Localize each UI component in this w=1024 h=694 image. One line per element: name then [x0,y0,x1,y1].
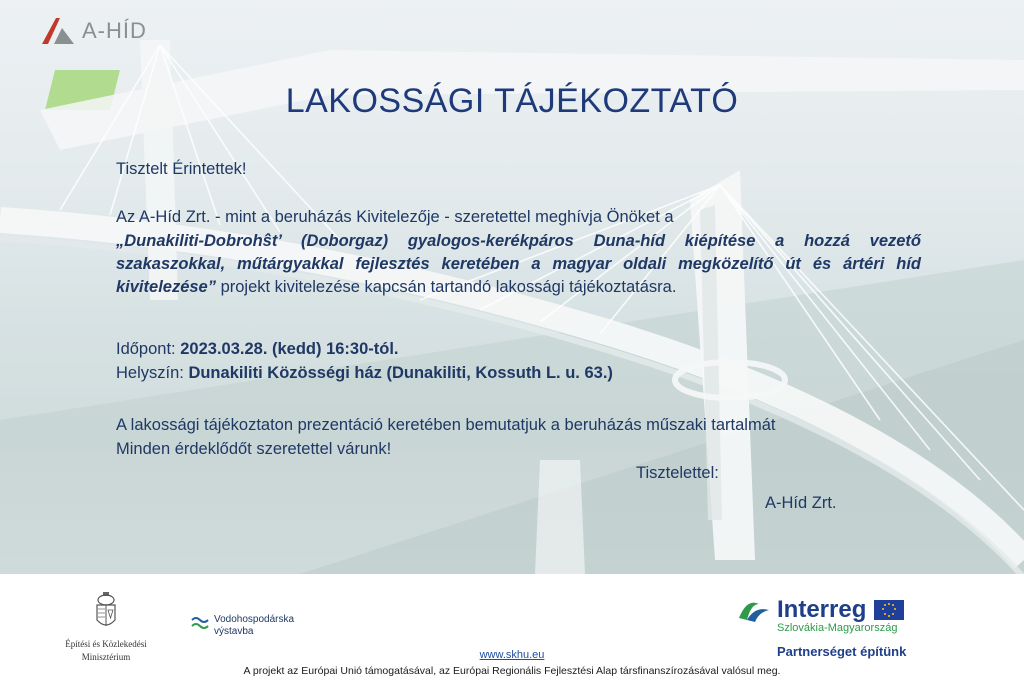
signature: A-Híd Zrt. [765,494,837,512]
page-title: LAKOSSÁGI TÁJÉKOZTATÓ [285,82,739,120]
logo-text: A-HÍD [82,18,147,43]
eu-disclaimer: A projekt az Európai Unió támogatásával, az Európai Regionális Fejlesztési Alap társfinanszírozásával valósul meg. [243,665,781,677]
eu-flag-icon [874,600,904,620]
website-link[interactable]: www.skhu.eu [479,649,545,661]
greeting: Tisztelt Érintettek! [116,160,247,178]
vodo-name-line2: výstavba [214,626,254,637]
body-line-1: A lakossági tájékoztaton prezentáció keretében bemutatjuk a beruházás műszaki tartalmát [116,416,776,434]
vodohospodarska-logo [190,614,294,638]
project-name: „Dunakiliti-Dobrohŝt’ (Doborgaz) gyalogos-kerékpáros Duna-híd kiépítése a hozzá vezető szakaszokkal, műtárgyakkal fejlesztés keretében a magyar oldali megközelítő út és ártéri híd kivitelezése” [116,232,921,296]
coat-of-arms-icon [94,592,118,632]
event-place [116,361,613,385]
time-label: Időpont: [116,340,181,358]
vodo-wave-icon [190,614,212,634]
company-logo [40,16,147,46]
ministry-name-line2: Minisztérium [81,652,131,662]
interreg-word: Interreg [777,596,867,623]
closing: Tisztelettel: [636,464,719,482]
event-time [116,337,399,361]
vodo-name-line1: Vodohospodárska [214,614,295,625]
ministry-name-line1: Építési és Közlekedési [65,639,147,649]
interreg-swoosh-icon [737,596,771,624]
body-line-2: Minden érdeklődőt szeretettel várunk! [116,440,392,458]
time-value: 2023.03.28. (kedd) 16:30-tól. [180,340,399,358]
place-label: Helyszín: [116,364,189,382]
project-suffix: projekt kivitelezése kapcsán tartandó lakossági tájékoztatásra. [215,278,677,296]
a-hid-logo-icon [40,16,76,46]
interreg-tagline: Partnerséget építünk [777,644,907,659]
project-paragraph [116,230,921,299]
place-value: Dunakiliti Közösségi ház (Dunakiliti, Kossuth L. u. 63.) [188,364,613,382]
invitation-intro: Az A-Híd Zrt. - mint a beruházás Kivitelezője - szeretettel meghívja Önöket a [116,208,674,226]
interreg-region: Szlovákia-Magyarország [777,622,898,634]
